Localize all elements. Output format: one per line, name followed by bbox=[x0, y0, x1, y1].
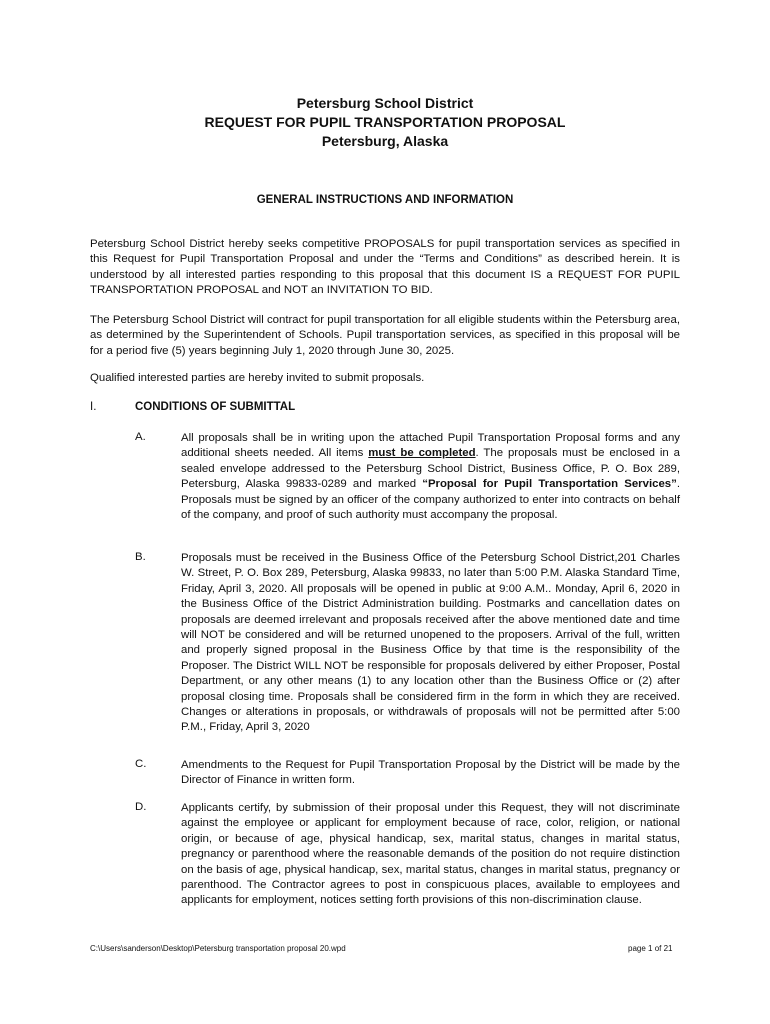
section-title: CONDITIONS OF SUBMITTAL bbox=[135, 401, 296, 413]
district-name: Petersburg School District bbox=[296, 95, 474, 111]
item-a-marked: “Proposal for Pupil Transportation Services” bbox=[422, 478, 677, 491]
item-d-letter: D. bbox=[135, 801, 147, 813]
footer-page-number: page 1 of 21 bbox=[628, 944, 673, 953]
location: Petersburg, Alaska bbox=[321, 133, 449, 149]
item-c-text: Amendments to the Request for Pupil Transportation Proposal by the District will be made by the Director of Finance in written form. bbox=[181, 759, 680, 787]
document-title: REQUEST FOR PUPIL TRANSPORTATION PROPOSAL bbox=[204, 114, 566, 130]
contract-paragraph: The Petersburg School District will contract for pupil transportation for all eligible students within the Petersburg area, as determined by the Superintendent of Schools. Pupil transportation services, as specified in this proposal will be for a period five (5) years beginning July 1, 2020 through June 30, 2025. bbox=[90, 314, 680, 357]
item-b-letter: B. bbox=[135, 551, 146, 563]
item-a-part1: All proposals shall be in writing upon the attached Pupil Transportation Proposal forms and any additional sheets needed. All items bbox=[181, 432, 680, 460]
section-number: I. bbox=[90, 401, 97, 413]
invitation-paragraph: Qualified interested parties are hereby invited to submit proposals. bbox=[90, 372, 425, 384]
footer-file-path: C:\Users\sanderson\Desktop\Petersburg transportation proposal 20.wpd bbox=[90, 944, 346, 953]
item-a-part2: . The proposals must be enclosed in a sealed envelope addressed to the Petersburg School District, Business Office, P. O. Box 289, Petersburg, Alaska 99833-0289 and marked bbox=[181, 447, 680, 491]
item-a-text bbox=[181, 431, 680, 523]
item-b-text: Proposals must be received in the Business Office of the Petersburg School District,201 Charles W. Street, P. O. Box 289, Petersburg, Alaska 99833, no later than 5:00 P.M. Alaska Standard Time, Friday, April 3, 2020. All proposals will be opened in public at 9:00 A.M.. Monday, April 6, 2020 in the Business Office of the District Administration building. Postmarks and cancellation dates on proposals are deemed irrelevant and proposals received after the above mentioned date and time will NOT be considered and will be returned unopened to the proposers. Arrival of the full, written and properly signed proposal in the Business Office by that time is the responsibility of the Proposer. The District WILL NOT be responsible for proposals delivered by either Proposer, Postal Department, or any other means (1) to any location other than the Business Office or (2) after proposal closing time. Proposals shall be considered firm in the form in which they are received. Changes or alterations in proposals, or withdrawals of proposals will not be permitted after 5:00 P.M., Friday, April 3, 2020 bbox=[181, 552, 680, 734]
item-a-emphasis: must be completed bbox=[368, 447, 476, 460]
section-heading: GENERAL INSTRUCTIONS AND INFORMATION bbox=[256, 194, 514, 206]
item-a-part3: . Proposals must be signed by an officer of the company authorized to enter into contracts on behalf of the company, and proof of such authority must accompany the proposal. bbox=[181, 478, 680, 522]
item-a-letter: A. bbox=[135, 431, 146, 443]
item-d-text: Applicants certify, by submission of their proposal under this Request, they will not discriminate against the employee or applicant for employment because of race, color, religion, or national origin, or because of age, physical handicap, sex, marital status, changes in marital status, pregnancy or parenthood where the reasonable demands of the position do not require distinction on the basis of age, physical handicap, sex, marital status, changes in marital status, pregnancy or parenthood. The Contractor agrees to post in conspicuous places, available to employees and applicants for employment, notices setting forth provisions of this non-discrimination clause. bbox=[181, 802, 680, 907]
intro-paragraph: Petersburg School District hereby seeks competitive PROPOSALS for pupil transportation services as specified in this Request for Pupil Transportation Proposal and under the “Terms and Conditions” as described herein. It is understood by all interested parties responding to this proposal that this document IS a REQUEST FOR PUPIL TRANSPORTATION PROPOSAL and NOT an INVITATION TO BID. bbox=[90, 238, 680, 297]
item-c-letter: C. bbox=[135, 758, 147, 770]
